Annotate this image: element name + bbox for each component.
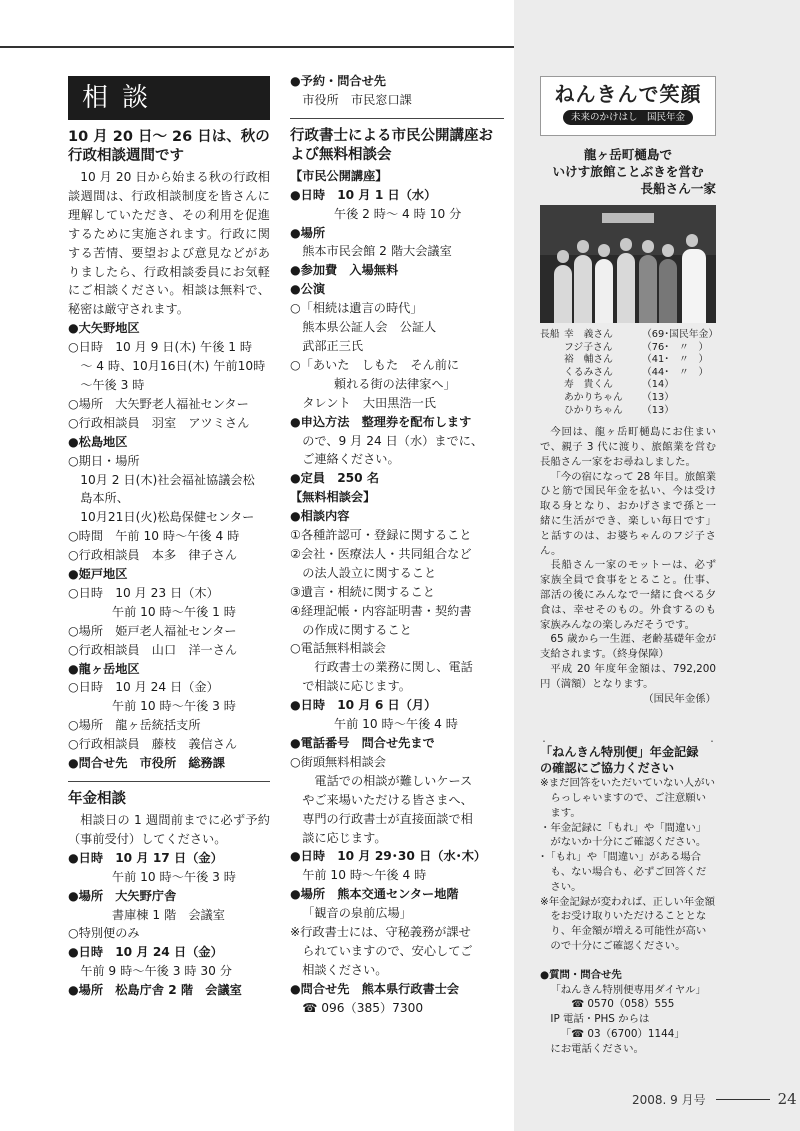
contact-block: [540, 968, 716, 1057]
detail-line: 頼れる街の法律家へ」: [333, 376, 456, 391]
detail-line: ●日時 10 月 17 日（金）: [68, 850, 223, 865]
detail-line: ○街頭無料相談会: [290, 754, 386, 769]
column-consult: [68, 76, 270, 1000]
detail-line: ○場所 姫戸老人福祉センター: [68, 623, 237, 638]
detail-line: ○日時 10 月 9 日(木) 午後 1 時: [68, 340, 253, 355]
detail-line: ●日時 10 月 1 日（水）: [290, 187, 437, 202]
family-label: [540, 354, 564, 367]
note-item: ・年金記録に「もれ」や「間違い」がないか十分にご確認ください。: [540, 821, 707, 849]
tokubetsubin-notes: [540, 776, 716, 954]
issue-label: 2008. 9 月号: [632, 1092, 706, 1107]
story-title: [540, 146, 716, 197]
family-label: [540, 379, 564, 392]
footer-rule: [716, 1099, 770, 1100]
note-item: ※年金記録が変われば、正しい年金額をお受け取りいただけることとなり、年金額が増える可能性が高いので十分にご確認ください。: [540, 895, 715, 953]
gyosei-title: 行政書士による市民公開講座および無料相談会: [290, 127, 493, 163]
reservation-contact: [290, 72, 504, 110]
detail-line: ○電話無料相談会: [290, 641, 386, 656]
detail-line: ご連絡ください。: [302, 452, 400, 467]
detail-line: ●日時 10 月 6 日（月）: [290, 698, 437, 713]
photo-person-head: [620, 238, 632, 251]
detail-line: で相談に応じます。: [302, 679, 411, 694]
detail-line: ●場所 松島庁舎 2 階 会議室: [68, 983, 242, 998]
tokubetsubin-title-line-2: の確認にご協力ください: [540, 761, 675, 776]
detail-line: ●龍ヶ岳地区: [68, 661, 140, 676]
story-title-line-3: 長船さん一家: [640, 181, 716, 196]
family-label: [540, 342, 564, 355]
divider: [290, 118, 504, 119]
tokubetsubin-title: [540, 744, 716, 776]
photo-person-head: [557, 250, 569, 263]
detail-line: ○場所 大矢野老人福祉センター: [68, 396, 249, 411]
section-header-consult: 相談: [68, 76, 270, 120]
detail-line: ○日時 10 月 23 日（木）: [68, 585, 219, 600]
detail-line: ●姫戸地区: [68, 567, 128, 582]
detail-line: ●場所 大矢野庁舎: [68, 888, 177, 903]
photo-person-head: [598, 244, 610, 257]
detail-line: 熊本市民会館 2 階大会議室: [302, 244, 452, 259]
detail-line: ①各種許認可・登録に関すること: [290, 528, 472, 543]
detail-line: ○時間 午前 10 時〜午後 4 時: [68, 529, 240, 544]
family-row: [540, 367, 716, 380]
detail-line: 午前 10 時〜午後 1 時: [111, 604, 236, 619]
banner-title: ねんきんで笑顔: [554, 82, 702, 106]
contact-line: 「☎ 03（6700）1144」: [560, 1028, 685, 1041]
column-nenkin: [540, 76, 719, 1057]
family-row: [540, 379, 716, 392]
contact-line: IP 電話・PHS からは: [550, 1013, 650, 1026]
detail-line: ○「あいた しもた そん前に: [290, 357, 460, 372]
detail-line: ので、9 月 24 日（水）までに、: [302, 433, 484, 448]
detail-line: 相談ください。: [302, 962, 388, 977]
photo-person-head: [577, 240, 589, 253]
family-row: [540, 392, 716, 405]
detail-line: ○行政相談員 藤枝 義信さん: [68, 737, 238, 752]
detail-line: られていますので、安心してご: [302, 943, 473, 958]
note-item: ･「もれ」や「間違い」がある場合も、ない場合も、必ずご回答ください。: [540, 851, 707, 893]
detail-line: 10月 2 日(木)社会福祉協議会松: [80, 472, 255, 487]
detail-line: の法人設立に関すること: [302, 565, 437, 580]
family-row: [540, 329, 716, 342]
detail-line: 午後 2 時〜 4 時 10 分: [333, 206, 462, 221]
detail-line: ●参加費 入場無料: [290, 263, 399, 278]
week-title: 10 月 20 日〜 26 日は、秋の行政相談週間です: [68, 129, 270, 164]
story-paragraph: 65 歳から一生涯、老齢基礎年金が支給されます。（終身保障）: [540, 633, 716, 661]
family-note: （13）: [642, 391, 675, 403]
photo-person: [554, 265, 572, 323]
family-photo: [540, 205, 716, 323]
detail-line: ●公演: [290, 282, 326, 297]
page-number: 24: [777, 1090, 797, 1108]
family-label: [540, 405, 564, 418]
pension-intro: 相談日の 1 週間前までに必ず予約（事前受付）してください。: [68, 813, 270, 846]
detail-line: ●申込方法 整理券を配布します: [290, 414, 472, 429]
family-note: （13）: [642, 404, 675, 416]
photo-person: [639, 255, 657, 323]
detail-line: ●場所 熊本交通センター地階: [290, 887, 459, 902]
story-title-line-1: 龍ヶ岳町樋島で: [583, 147, 673, 162]
banner-subtitle: 未来のかけはし 国民年金: [563, 110, 693, 125]
detail-line: ●電話番号 問合せ先まで: [290, 736, 435, 750]
photo-person: [682, 249, 706, 323]
detail-line: 〜午後 3 時: [80, 377, 145, 392]
family-label: [540, 367, 564, 380]
detail-line: ○場所 龍ヶ岳統括支所: [68, 718, 201, 733]
detail-line: 【無料相談会】: [290, 490, 376, 505]
detail-line: ●大矢野地区: [68, 321, 140, 336]
photo-person: [595, 259, 613, 323]
detail-line: ※行政書士には、守秘義務が課せ: [290, 925, 471, 940]
photo-person: [617, 253, 635, 323]
detail-line: 「観音の泉前広場」: [302, 906, 412, 921]
detail-line: 武部正三氏: [302, 338, 364, 353]
story-paragraph: 今回は、龍ヶ岳町樋島にお住まいで、親子 3 代に渡り、旅館業を営む長船さん一家をお尋ねしました。: [540, 426, 716, 468]
photo-person-head: [642, 240, 654, 253]
story-credit: （国民年金係）: [643, 692, 716, 705]
family-names: [540, 329, 719, 417]
detail-line: ●場所: [290, 225, 326, 240]
detail-line: やご来場いただける皆さまへ、: [302, 792, 473, 807]
family-note: （14）: [642, 379, 675, 391]
detail-line: 電話での相談が難しいケース: [314, 773, 473, 788]
photo-person: [659, 259, 677, 323]
story-paragraph: 長船さん一家のモットーは、必ず家族全員で食事をとること。仕事、部活の後にみんなで一緒に食べる夕食は、幸せそのもの。外食するのも家族みんなの楽しみだそうです。: [540, 559, 716, 631]
detail-line: ○行政相談員 羽室 アツミさん: [68, 415, 250, 430]
detail-line: 熊本県公証人会 公証人: [302, 320, 437, 335]
detail-line: ○行政相談員 山口 洋一さん: [68, 642, 238, 657]
detail-line: タレント 大田黒浩一氏: [302, 395, 436, 410]
consult-intro: 10 月 20 日から始まる秋の行政相談週間は、行政相談制度を皆さんに理解していただき、その利用を促進するために実施されます。行政に関する苦情、要望および意見などがありましたら、行政相談委員にお気軽にご相談ください。相談は無料で、秘密は厳守されます。: [68, 170, 270, 317]
family-name: あかりちゃん: [564, 391, 623, 403]
detail-line: 午前 10 時〜午後 3 時: [111, 699, 236, 714]
photo-person-head: [686, 234, 698, 247]
photo-person-head: [662, 244, 674, 257]
divider: [68, 781, 270, 782]
detail-line: 午前 10 時〜午後 4 時: [302, 868, 427, 883]
photo-person: [574, 255, 592, 323]
detail-line: ○期日・場所: [68, 453, 140, 468]
pension-title: 年金相談: [68, 791, 126, 807]
detail-line: ●松島地区: [68, 434, 128, 449]
family-name: 寿 貴くん: [564, 379, 613, 391]
detail-line: 10月21日(火)松島保健センター: [80, 510, 255, 525]
detail-line: ●問合せ先 市役所 総務課: [68, 756, 225, 771]
detail-line: ○日時 10 月 24 日（金）: [68, 680, 219, 695]
detail-line: ●定員 250 名: [290, 471, 380, 486]
consult-details: [68, 319, 270, 773]
family-name: ひかりちゃん: [564, 404, 623, 416]
detail-line: 午前 9 時〜午後 3 時 30 分: [80, 964, 232, 979]
family-name: 裕 輔さん: [564, 354, 613, 366]
contact-line: ☎ 0570（058）555: [571, 998, 675, 1011]
family-name: 幸 義さん: [564, 329, 613, 340]
detail-line: 談に応じます。: [302, 830, 387, 845]
detail-line: 島本所、: [80, 491, 129, 506]
detail-line: 【市民公開講座】: [290, 168, 388, 183]
detail-line: 専門の行政書士が直接面談で相: [302, 811, 473, 826]
detail-line: ○行政相談員 本多 律子さん: [68, 548, 238, 563]
detail-line: の作成に関すること: [302, 622, 412, 637]
story-body: [540, 425, 716, 706]
family-note: （69･国民年金）: [642, 329, 719, 340]
family-label: 長船: [540, 329, 560, 340]
detail-line: ●日時 10 月 29･30 日（水･木）: [290, 849, 487, 864]
detail-line: ☎ 096（385）7300: [302, 1000, 424, 1015]
detail-line: ●問合せ先 熊本県行政書士会: [290, 981, 460, 996]
detail-line: ②会社・医療法人・共同組合など: [290, 546, 472, 561]
detail-line: 午前 10 時〜午後 3 時: [111, 869, 236, 884]
column-gyosei: [290, 72, 504, 1018]
detail-line: ○特別便のみ: [68, 926, 140, 941]
top-rule: [0, 46, 514, 48]
story-paragraph: 平成 20 年度年金額は、792,200 円（満額）となります。: [540, 662, 716, 690]
photo-sign: [602, 213, 654, 223]
story-paragraph: 「今の宿になって 28 年目。旅館業ひと筋で国民年金を払い、今は受け取る身となり、おかげさまで孫と一緒に生活ができ、楽しい毎日です」と話すのは、お婆ちゃんのフジ子さん。: [540, 470, 716, 557]
detail-line: ●日時 10 月 24 日（金）: [68, 945, 223, 960]
detail-line: ③遺言・相続に関すること: [290, 584, 435, 599]
family-table: [540, 329, 719, 417]
family-label: [540, 392, 564, 405]
pension-details: [68, 849, 270, 1000]
detail-line: ○「相続は遺言の時代」: [290, 301, 423, 316]
family-note: （76･ 〃 ）: [642, 341, 709, 353]
detail-line: 市役所 市民窓口課: [302, 92, 412, 107]
separator-dots: ・ ・: [540, 737, 716, 746]
family-note: （41･ 〃 ）: [642, 354, 709, 366]
detail-line: ●相談内容: [290, 509, 350, 524]
family-name: フジ子さん: [564, 341, 613, 353]
contact-line: 「ねんきん特別便専用ダイヤル」: [550, 983, 706, 996]
story-title-line-2: いけす旅館ことぶきを営む: [552, 164, 704, 179]
family-row: [540, 405, 716, 418]
family-row: [540, 342, 716, 355]
note-item: ※まだ回答をいただいていない人がいらっしゃいますので、ご注意願います。: [540, 777, 715, 819]
detail-line: 午前 10 時〜午後 4 時: [333, 717, 458, 732]
detail-line: ●予約・問合せ先: [290, 74, 386, 88]
contact-heading: ●質問・問合せ先: [540, 968, 622, 981]
detail-line: 〜 4 時、10月16日(木) 午前10時: [80, 359, 266, 374]
page-footer: [632, 1090, 797, 1108]
contact-line: にお電話ください。: [550, 1042, 644, 1055]
gyosei-details: [290, 167, 504, 1018]
family-row: [540, 354, 716, 367]
tokubetsubin-title-line-1: 「ねんきん特別便」年金記録: [540, 745, 699, 760]
detail-line: 行政書士の業務に関し、電話: [314, 660, 473, 675]
family-note: （44･ 〃 ）: [642, 366, 709, 378]
family-name: くるみさん: [564, 366, 613, 378]
detail-line: ④経理記帳・内容証明書・契約書: [290, 603, 472, 618]
nenkin-banner: [540, 76, 716, 136]
detail-line: 書庫棟 1 階 会議室: [111, 907, 225, 922]
